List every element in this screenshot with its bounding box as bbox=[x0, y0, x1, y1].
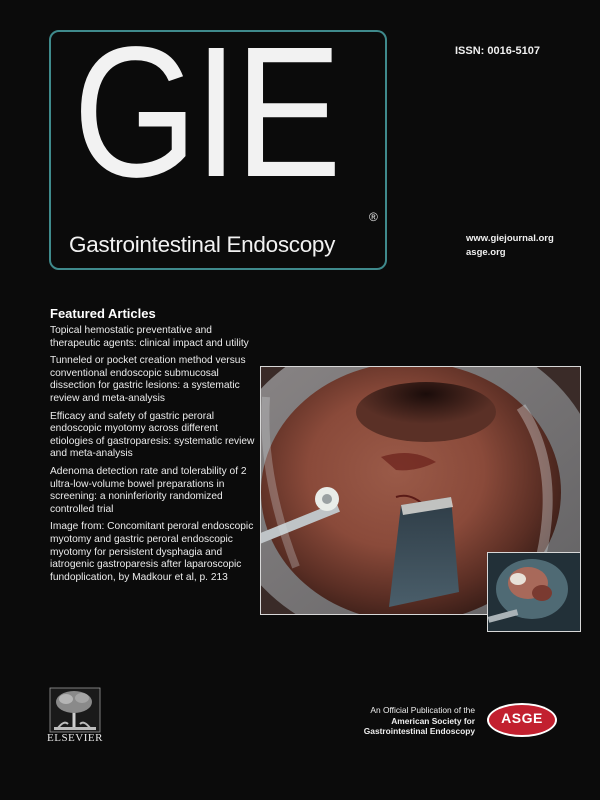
featured-articles-heading: Featured Articles bbox=[50, 306, 156, 321]
society-name-line2: Gastrointestinal Endoscopy bbox=[363, 726, 475, 736]
publisher-name: ELSEVIER bbox=[47, 732, 103, 744]
web-links bbox=[466, 232, 554, 260]
masthead-frame bbox=[49, 9, 387, 270]
featured-article: Image from: Concomitant peroral endoscopic myotomy and gastric peroral endoscopic myotomy for persistent dysphagia and iatrogenic gastroparesis after laparoscopic fundoplication, by Madkour et al, p. 213 bbox=[50, 521, 254, 583]
registered-mark: ® bbox=[369, 210, 378, 224]
society-website-link[interactable]: asge.org bbox=[466, 247, 506, 258]
featured-article: Efficacy and safety of gastric peroral endoscopic myotomy across different etiologies of gastroparesis: systematic review and meta-analysis bbox=[50, 410, 255, 460]
journal-website-link[interactable]: www.giejournal.org bbox=[466, 233, 554, 244]
journal-subtitle: Gastrointestinal Endoscopy bbox=[69, 232, 336, 257]
official-publication-note bbox=[325, 705, 475, 737]
cover-inset-image bbox=[487, 552, 581, 632]
issn-label: ISSN: 0016-5107 bbox=[455, 45, 540, 57]
featured-article: Topical hemostatic preventative and therapeutic agents: clinical impact and utility bbox=[50, 325, 249, 349]
featured-articles-list bbox=[50, 325, 255, 589]
featured-article: Adenoma detection rate and tolerability of 2 ultra-low-volume bowel preparations in screening: a noninferiority randomized controlled trial bbox=[50, 465, 247, 515]
society-name-line1: American Society for bbox=[391, 715, 475, 726]
official-publication-line: An Official Publication of the bbox=[370, 705, 475, 715]
asge-badge-label: ASGE bbox=[501, 710, 543, 726]
journal-title: GIE bbox=[73, 9, 339, 216]
featured-article: Tunneled or pocket creation method versus conventional endoscopic submucosal dissection for gastric lesions: a systematic review and meta-analysis bbox=[50, 355, 246, 404]
